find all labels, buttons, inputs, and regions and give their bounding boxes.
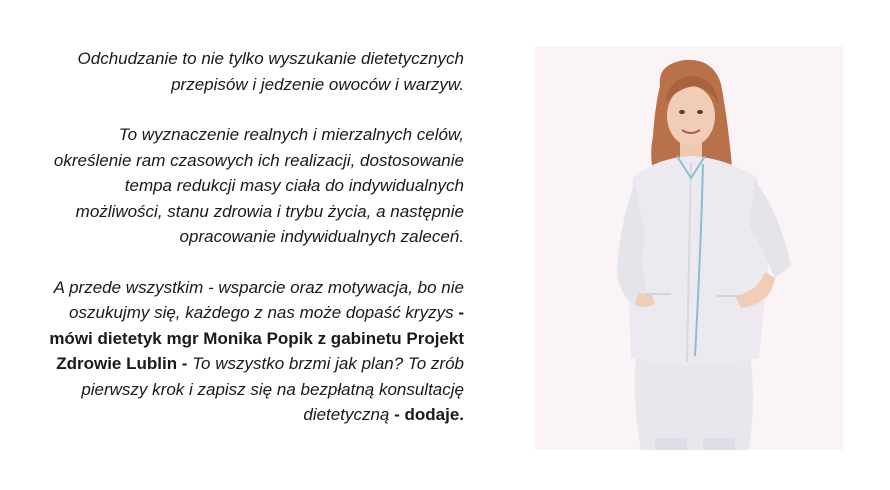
dietitian-photo (535, 46, 843, 450)
quote-attribution: - mówi dietetyk mgr Monika Popik z gabinetu Projekt Zdrowie Lublin - (49, 303, 464, 373)
paragraph-intro: Odchudzanie to nie tylko wyszukanie dietetycznych przepisów i jedzenie owoców i warzyw. (77, 49, 464, 94)
paragraph-goals: To wyznaczenie realnych i mierzalnych celów, określenie ram czasowych ich realizacji, dostosowanie tempa redukcji masy ciała do indywidualnych możliwości, stanu zdrowia i trybu życia, a następnie opracowanie indywidualnych zaleceń. (53, 125, 464, 246)
paragraph-quote (40, 275, 464, 428)
quote-text: To wszystko brzmi jak plan? To zrób pierwszy krok i zapisz się na bezpłatną konsultację dietetyczną (81, 354, 464, 424)
quote-closing: - dodaje. (389, 405, 464, 424)
article-text (40, 46, 464, 428)
coat-shape (627, 156, 769, 365)
face-shape (667, 86, 715, 146)
portrait-illustration (535, 46, 843, 450)
quote-intro: A przede wszystkim - wsparcie oraz motywacja, bo nie oszukujmy się, każdego z nas może dopaść kryzys (53, 277, 464, 322)
